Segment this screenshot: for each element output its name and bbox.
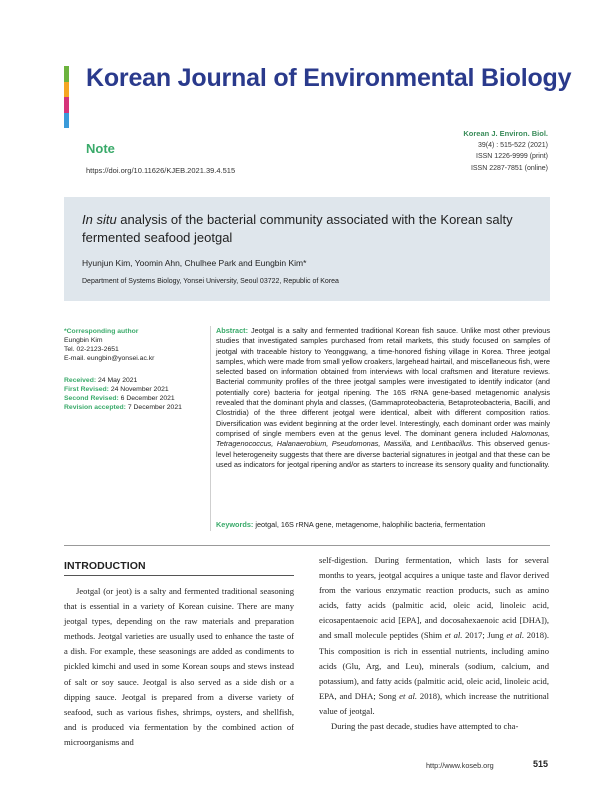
keywords-label: Keywords: xyxy=(216,520,254,529)
issn-online: ISSN 2287-7851 (online) xyxy=(470,164,548,172)
received-value: 24 May 2021 xyxy=(98,377,138,384)
intro-paragraph-2: During the past decade, studies have attempted to cha- xyxy=(331,721,519,732)
received-label: Received: xyxy=(64,377,97,384)
abstract-genera: Halomonas, Tetragenococcus, Halanaerobium, Pseudomonas, Massilia, xyxy=(216,428,550,449)
accepted-value: 7 December 2021 xyxy=(127,404,182,411)
intro-heading-rule xyxy=(64,575,294,576)
journal-color-bar xyxy=(64,66,69,128)
color-bar-blue xyxy=(64,113,69,129)
et-al-1: et al. xyxy=(444,630,463,641)
affiliation: Department of Systems Biology, Yonsei University, Seoul 03722, Republic of Korea xyxy=(82,278,339,285)
et-al-2: et al. xyxy=(506,630,525,641)
abstract xyxy=(216,326,550,470)
volume-pages: 39(4) : 515-522 (2021) xyxy=(477,141,548,149)
authors: Hyunjun Kim, Yoomin Ahn, Chulhee Park and Eungbin Kim* xyxy=(82,258,307,268)
page-number: 515 xyxy=(533,759,549,769)
abstract-divider xyxy=(210,326,211,531)
journal-abbreviation: Korean J. Environ. Biol. xyxy=(463,129,548,138)
date-first-revised xyxy=(64,385,204,394)
accepted-label: Revision accepted: xyxy=(64,404,126,411)
abstract-text-2: This observed genus-level heterogeneity suggests that there are diverse bacterial signatures in jeotgal and that these can be used as indicators for jeotgal ripening and/or as starters to increase its sensory quality and functionality. xyxy=(216,439,550,469)
intro-text-c: 2018). This composition is rich in essential nutrients, including amino acids (Glu, Arg, and Leu), minerals (sodium, calcium, and potassium), and fatty acids (palmitic acid, oleic acid, linoleic acid, EPA, and DHA; Song xyxy=(319,630,550,701)
intro-paragraph-1-cont xyxy=(319,553,549,719)
body-column-left xyxy=(64,584,294,750)
corresponding-email[interactable]: E-mail. eungbin@yonsei.ac.kr xyxy=(64,355,155,362)
intro-text-d: 2018), which increase the nutritional value of jeotgal. xyxy=(319,690,550,716)
article-title xyxy=(82,211,532,247)
footer-url[interactable]: http://www.koseb.org xyxy=(426,761,494,770)
issn-print: ISSN 1226-9999 (print) xyxy=(476,153,548,160)
abstract-label: Abstract: xyxy=(216,326,249,335)
first-revised-value: 24 November 2021 xyxy=(110,386,169,393)
color-bar-orange xyxy=(64,82,69,98)
date-received xyxy=(64,376,204,385)
section-divider xyxy=(64,545,550,546)
journal-meta xyxy=(463,128,548,174)
sidebar xyxy=(64,327,204,412)
dates-block xyxy=(64,376,204,412)
intro-paragraph-1: Jeotgal (or jeot) is a salty and fermented traditional seasoning that is essential in a variety of Korean cuisine. There are many jeotgal types, depending on the raw materials and preparation methods. Jeotgal varieties are usually used to enhance the taste of a dish. For example, these seasonings are added as condiments to pickled kimchi and used in some Korean soups and stews instead of salt or soy sauce. Jeotgal is also served as a side dish or a dipping sauce. Jeotgal is prepared from a diverse variety of seafood, such as various fishes, shrimps, oysters, and shellfish, and is produced via fermentation by the combined action of microorganisms and xyxy=(64,586,294,747)
article-title-italic: In situ xyxy=(82,212,117,227)
date-accepted xyxy=(64,403,204,412)
intro-heading: INTRODUCTION xyxy=(64,560,146,572)
color-bar-magenta xyxy=(64,97,69,113)
intro-text-a: self-digestion. During fermentation, which lasts for several months to years, jeotgal acquires a unique taste and flavor derived from the various enzymatic reaction products, such as amino acids, fatty acids (palmitic acid, oleic acid, linoleic acid, eicosapentaenoic acid [EPA], and docosahexaenoic acid [DHA]), and small molecule peptides (Shim xyxy=(319,555,549,641)
article-type: Note xyxy=(86,141,115,156)
second-revised-value: 6 December 2021 xyxy=(120,395,175,402)
doi-link[interactable]: https://doi.org/10.11626/KJEB.2021.39.4.515 xyxy=(86,166,236,175)
corresponding-label: *Corresponding author xyxy=(64,328,139,335)
first-revised-label: First Revised: xyxy=(64,386,109,393)
abstract-and: and xyxy=(412,439,432,449)
intro-text-b: 2017; Jung xyxy=(462,630,507,641)
corresponding-name: Eungbin Kim xyxy=(64,337,103,344)
keywords xyxy=(216,520,550,529)
color-bar-green xyxy=(64,66,69,82)
article-title-rest: analysis of the bacterial community associated with the Korean salty fermented seafood jeotgal xyxy=(82,212,513,245)
second-revised-label: Second Revised: xyxy=(64,395,119,402)
journal-title: Korean Journal of Environmental Biology xyxy=(86,64,572,92)
et-al-3: et al. xyxy=(399,690,418,701)
corresponding-tel: Tel. 02-2123-2651 xyxy=(64,346,119,353)
date-second-revised xyxy=(64,394,204,403)
keywords-text: jeotgal, 16S rRNA gene, metagenome, halophilic bacteria, fermentation xyxy=(255,520,486,529)
abstract-genus-last: Lentibacillus. xyxy=(431,439,474,449)
abstract-text-1: Jeotgal is a salty and fermented traditional Korean fish sauce. Unlike most other previous studies that investigated samples purchased from retail markets, this study focused on samples of jeotgal with traceable history to Yeonggwang, a time-honored fishing village in Korea. Three jeotgal samples, which were made from small yellow croakers, largehead hairtail, and miscellaneous fish, were selected based on information obtained from interviews with local craftsmen and literature reviews. Bacterial community profiles of the three jeotgal samples were investigated to identify indicator (and potentially core) bacteria for jeotgal ripening. The 16S rRNA gene-based metagenomic analysis revealed that the dominant phyla and classes, (Gammaproteobacteria, Betaproteobacteria, Bacilli, and Clostridia) of the three different jeotgal were identical, albeit with different composition ratios. Diversification was evident beginning at the order level. Interestingly, each dominant order was mainly comprised of single members even at the genus level. The dominant genera included xyxy=(216,326,550,438)
body-column-right xyxy=(319,553,549,734)
